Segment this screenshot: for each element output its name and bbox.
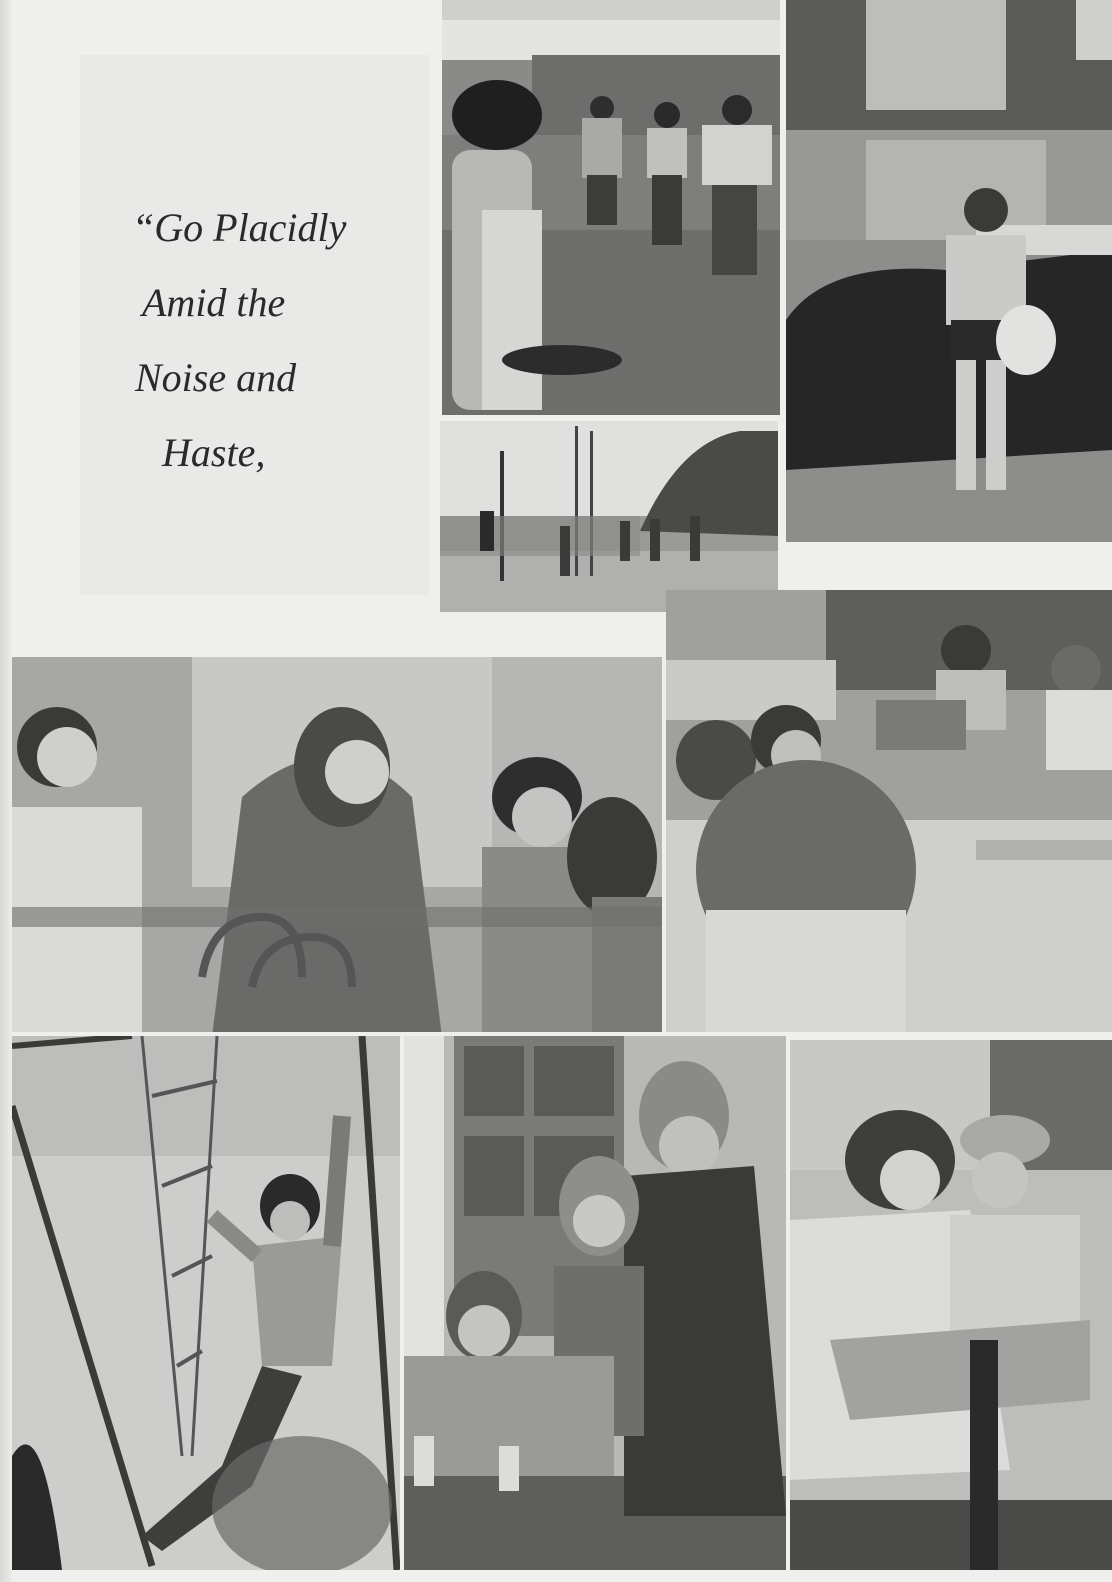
- photo-icon: [440, 421, 778, 612]
- photo-icon: [12, 657, 662, 1032]
- quote-line-4: Haste,: [162, 430, 266, 475]
- quote-line-2: Amid the: [142, 280, 286, 325]
- photo-boy-on-swing: [12, 1036, 400, 1570]
- photo-icon: [790, 1040, 1112, 1570]
- photo-two-boys-bench: [790, 1040, 1112, 1570]
- photo-science-lab: [12, 657, 662, 1032]
- photo-icon: [786, 0, 1112, 542]
- quote-line-3: Noise and: [135, 355, 297, 400]
- photo-icon: [666, 590, 1112, 1032]
- photo-icon: [442, 0, 780, 415]
- photo-icon: [404, 1036, 786, 1570]
- photo-icon: [12, 1036, 400, 1570]
- photo-girl-at-car: [786, 0, 1112, 542]
- quote-line-1: “Go Placidly: [132, 205, 347, 250]
- photo-chemistry-group: [404, 1036, 786, 1570]
- photo-playground-field: [440, 421, 778, 612]
- photo-running-girls: [442, 0, 780, 415]
- photo-library-table: [666, 590, 1112, 1032]
- quote-text: [110, 190, 430, 490]
- binding-edge: [0, 0, 12, 1582]
